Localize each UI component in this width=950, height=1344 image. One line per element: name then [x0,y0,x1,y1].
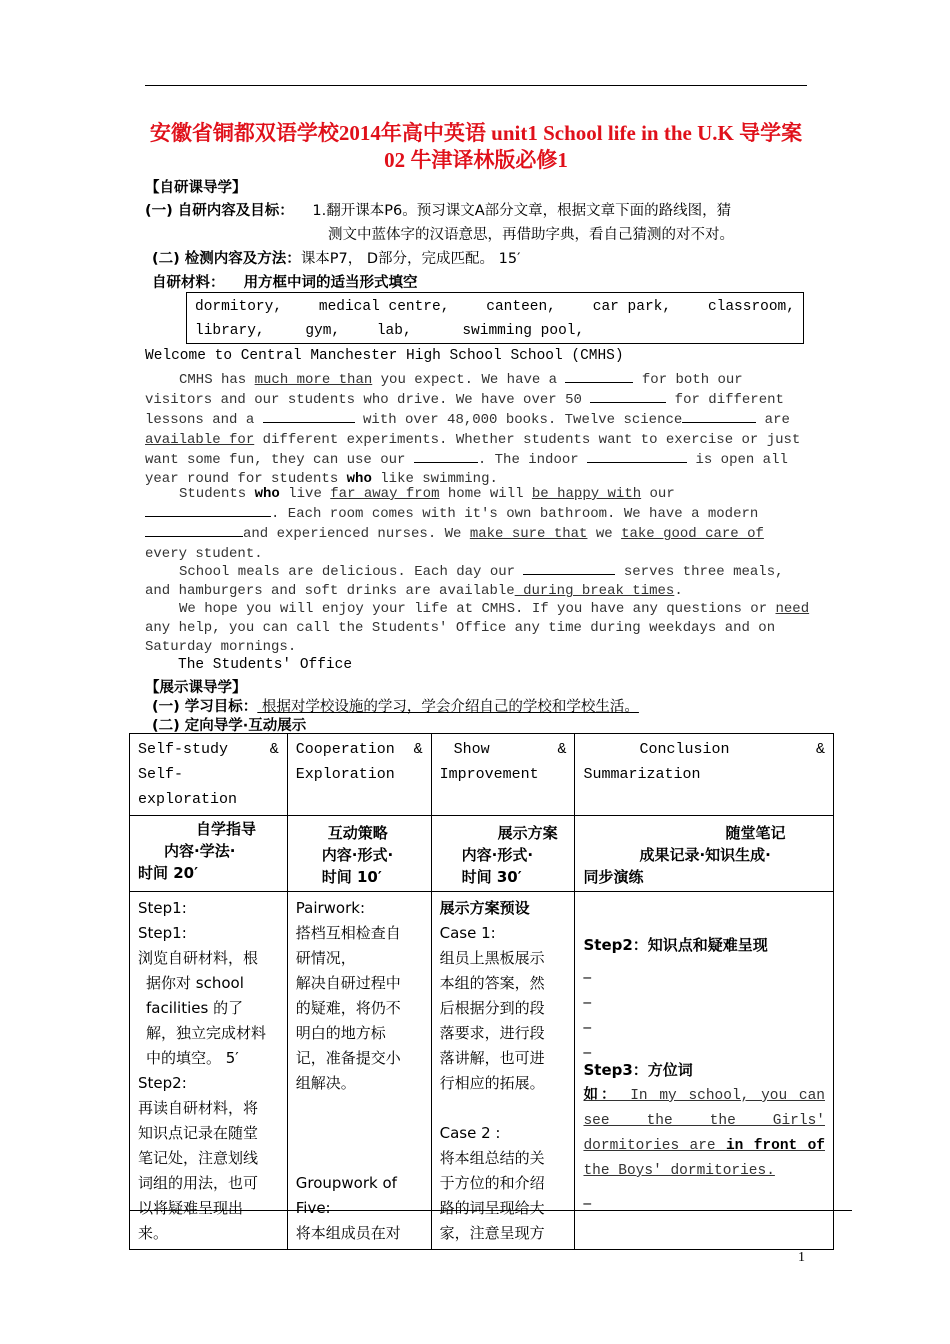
table-subheader-row [130,816,834,892]
word-item: dormitory, [195,299,283,315]
key-phrase: available for [145,431,255,448]
fill-blank [523,562,615,575]
word-item: classroom, [707,299,795,315]
notes-dash: _ [583,1036,591,1054]
fill-blank [590,390,666,403]
fill-blank [145,504,271,517]
fill-blank [263,410,355,423]
key-phrase: take good care of [621,526,764,543]
page-title: 安徽省铜都双语学校2014年高中英语 unit1 School life in the U.K 导学案02 牛津译林版必修1 [149,121,803,172]
guide-heading: (二) 定向导学·互动展示 [152,718,307,734]
passage-line: any help, you can call the Students' Office any time during weekdays and on [145,620,776,637]
key-phrase: be happy with [531,486,642,502]
passage-line: year round for students who like swimming. [145,471,498,488]
test-method-row [152,247,520,268]
word-box-row-2 [195,323,584,339]
word-item: library, [195,323,265,339]
notes-example: 如： In my school, you can see the the Girls' dormitories are in front of the Boys' dormitories. [583,1087,825,1179]
passage-line: School meals are delicious. Each day our serves three meals, [179,564,784,580]
passage-paragraph-4 [145,600,810,658]
passage-line: want some fun, they can use our . The indoor is open all [145,451,788,468]
test-method-text: 课本P7， D部分，完成匹配。 15′ [300,251,521,267]
notes-dash: _ [583,1011,591,1029]
table-header-row [130,734,834,816]
word-item: canteen, [486,299,556,315]
passage-line: and hamburgers and soft drinks are available during break times. [145,583,683,600]
study-objective-row [145,199,731,220]
notes-dash: _ [583,986,591,1004]
learning-goal-text: 根据对学校设施的学习，学会介绍自己的学校和学校生活。 [257,699,639,715]
header-cell: Self-study & Self-exploration [130,734,288,816]
notes-dash: _ [583,1187,591,1205]
word-item: medical centre, [318,299,450,315]
table-bottom-rule [129,1210,852,1211]
word-box-row-1 [195,299,795,315]
passage-heading: Welcome to Central Manchester High School School (CMHS) [145,348,624,364]
fill-blank [565,370,633,383]
subheader-cell: 互动策略 内容·形式· 时间 10′ [287,816,431,892]
passage-paragraph-1 [145,370,807,489]
show-cell: 展示方案预设 Case 1: 组员上黑板展示 本组的答案，然 后根据分到的段 落要求，进行段 落讲解，也可进 行相应的拓展。 Case 2 : 将本组总结的关 于方位的和介绍 路的词呈现给大 家，注意呈现方 [431,892,575,1250]
learning-goal-row [152,695,639,716]
guide-table [129,733,834,1250]
cooperation-cell: Pairwork: 搭档互相检查自 研情况， 解决自研过程中 的疑难，将仍不 明白的地方标 记，准备提交小 组解决。 Groupwork of Five: 将本组成员在对 [287,892,431,1250]
passage-paragraph-3 [145,562,807,601]
header-cell: Conclusion & Summarization [575,734,834,816]
material-label: 自研材料： [152,275,225,291]
notes-step2: Step2：知识点和疑难呈现 [583,936,768,954]
key-phrase: far away from [330,486,440,502]
passage-line: available for different experiments. Whether students want to exercise or just [145,431,801,448]
word-item: gym, [305,323,341,339]
key-phrase: need [775,601,810,617]
passage-line: We hope you will enjoy your life at CMHS. If you have any questions or need [179,601,810,617]
passage-line: every student. [145,545,263,562]
passage-signature: The Students' Office [178,657,353,673]
passage-line: Saturday mornings. [145,639,297,656]
key-phrase: during break times [514,583,675,600]
subheader-cell: 展示方案 内容·形式· 时间 30′ [431,816,575,892]
table-body-row [130,892,834,1250]
word-item: lab, [376,323,412,339]
header-cell: Cooperation & Exploration [287,734,431,816]
word-box [186,292,804,344]
self-study-cell: Step1: Step1: 浏览自研材料，根 据你对 school facilities 的了 解，独立完成材料 中的填空。 5′ Step2: 再读自研材料，将 知识点记录在随堂 笔记处，注意划线 词组的用法，也可 以将疑难呈现出 来。 [130,892,288,1250]
page-number: 1 [798,1250,805,1265]
notes-dash: _ [583,961,591,979]
passage-line: and experienced nurses. We make sure that we take good care of [145,524,807,544]
fill-blank [145,524,243,537]
passage-line: lessons and a with over 48,000 books. Twelve science are [145,412,790,429]
study-objective-label: (一) 自研内容及目标： [145,203,294,219]
fill-blank [414,450,478,463]
passage-line: . Each room comes with it's own bathroom. We have a modern [145,504,807,524]
passage-paragraph-2 [145,485,807,564]
section-heading-show: 【展示课导学】 [145,680,247,696]
study-objective-text: 1.翻开课本P6。预习课文A部分文章，根据文章下面的路线图，猜 [312,203,732,219]
fill-blank [682,410,756,423]
notes-cell [575,892,834,1250]
fill-blank [587,450,687,463]
material-row [152,271,418,292]
test-method-label: (二) 检测内容及方法： [152,251,301,267]
subheader-cell: 自学指导 内容·学法· 时间 20′ [130,816,288,892]
passage-line: Students who live far away from home will be happy with our [179,486,675,502]
study-objective-text-2: 测文中蓝体字的汉语意思，再借助字典，看自己猜测的对不对。 [328,227,734,243]
key-phrase: much more than [254,372,373,388]
passage-line: visitors and our students who drive. We have over 50 for different [145,392,784,409]
word-item: swimming pool, [462,323,585,339]
header-cell: Show & Improvement [431,734,575,816]
subheader-cell: 随堂笔记 成果记录·知识生成· 同步演练 [575,816,834,892]
passage-line: CMHS has much more than you expect. We have a for both our [179,372,743,388]
word-item: car park, [592,299,672,315]
header-rule [145,85,807,86]
material-instruction: 用方框中词的适当形式填空 [243,275,418,291]
key-phrase: make sure that [469,526,588,543]
learning-goal-label: (一) 学习目标： [152,699,258,715]
notes-step3: Step3：方位词 [583,1061,693,1079]
section-heading-self-study: 【自研课导学】 [145,180,247,196]
